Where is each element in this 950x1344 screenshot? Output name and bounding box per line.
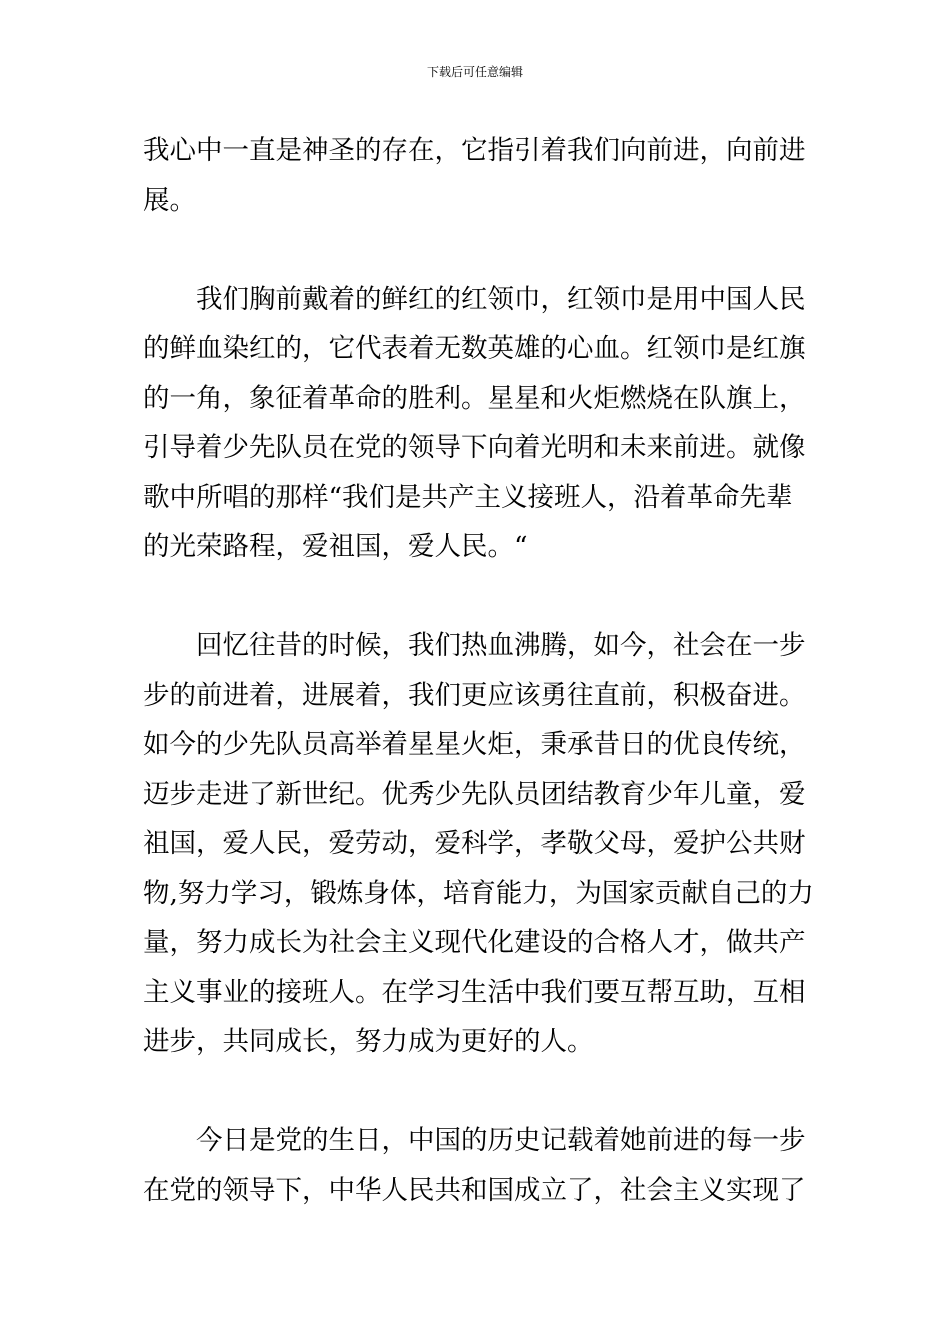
paragraph-1 xyxy=(143,126,808,225)
paragraph-line: 祖国，爱人民，爱劳动，爱科学，孝敬父母，爱护公共财 xyxy=(143,828,806,859)
paragraph-spacer xyxy=(143,225,808,275)
paragraph-line: 物,努力学习，锻炼身体，培育能力，为国家贡献自己的力 xyxy=(143,877,814,909)
paragraph-line: 回忆往昔的时候，我们热血沸腾，如今，社会在一步 xyxy=(196,630,806,661)
paragraph-line: 的一角，象征着革命的胜利。星星和火炬燃烧在队旗上， xyxy=(143,382,806,414)
paragraph-line: 的鲜血染红的，它代表着无数英雄的心血。红领巾是红旗 xyxy=(143,333,806,364)
paragraph-line: 量，努力成长为社会主义现代化建设的合格人才，做共产 xyxy=(143,927,806,958)
paragraph-line: 进步，共同成长，努力成为更好的人。 xyxy=(143,1026,594,1057)
paragraph-4 xyxy=(143,1116,808,1215)
page-header: 下载后可任意编辑 xyxy=(426,65,523,79)
paragraph-line: 迈步走进了新世纪。优秀少先队员团结教育少年儿童，爱 xyxy=(143,778,806,810)
document-body xyxy=(143,126,814,1215)
paragraph-line: 的光荣路程，爱祖国，爱人民。“ xyxy=(143,531,528,562)
paragraph-line: 我们胸前戴着的鲜红的红领巾，红领巾是用中国人民 xyxy=(196,283,806,315)
paragraph-line: 步的前进着，进展着，我们更应该勇往直前，积极奋进。 xyxy=(143,679,806,711)
paragraph-line: 今日是党的生日，中国的历史记载着她前进的每一步 xyxy=(196,1125,806,1156)
paragraph-line: 如今的少先队员高举着星星火炬，秉承昔日的优良传统， xyxy=(143,729,806,760)
paragraph-spacer xyxy=(143,1067,808,1117)
paragraph-line: 歌中所唱的那样“我们是共产主义接班人，沿着革命先辈 xyxy=(143,481,793,513)
paragraph-2 xyxy=(143,275,808,572)
paragraph-line: 主义事业的接班人。在学习生活中我们要互帮互助，互相 xyxy=(143,976,806,1008)
paragraph-spacer xyxy=(143,572,808,622)
paragraph-3 xyxy=(143,621,814,1067)
paragraph-line: 在党的领导下，中华人民共和国成立了，社会主义实现了 xyxy=(143,1174,806,1206)
paragraph-line: 我心中一直是神圣的存在，它指引着我们向前进，向前进 xyxy=(143,135,806,166)
paragraph-line: 展。 xyxy=(143,184,196,216)
paragraph-line: 引导着少先队员在党的领导下向着光明和未来前进。就像 xyxy=(143,432,806,463)
